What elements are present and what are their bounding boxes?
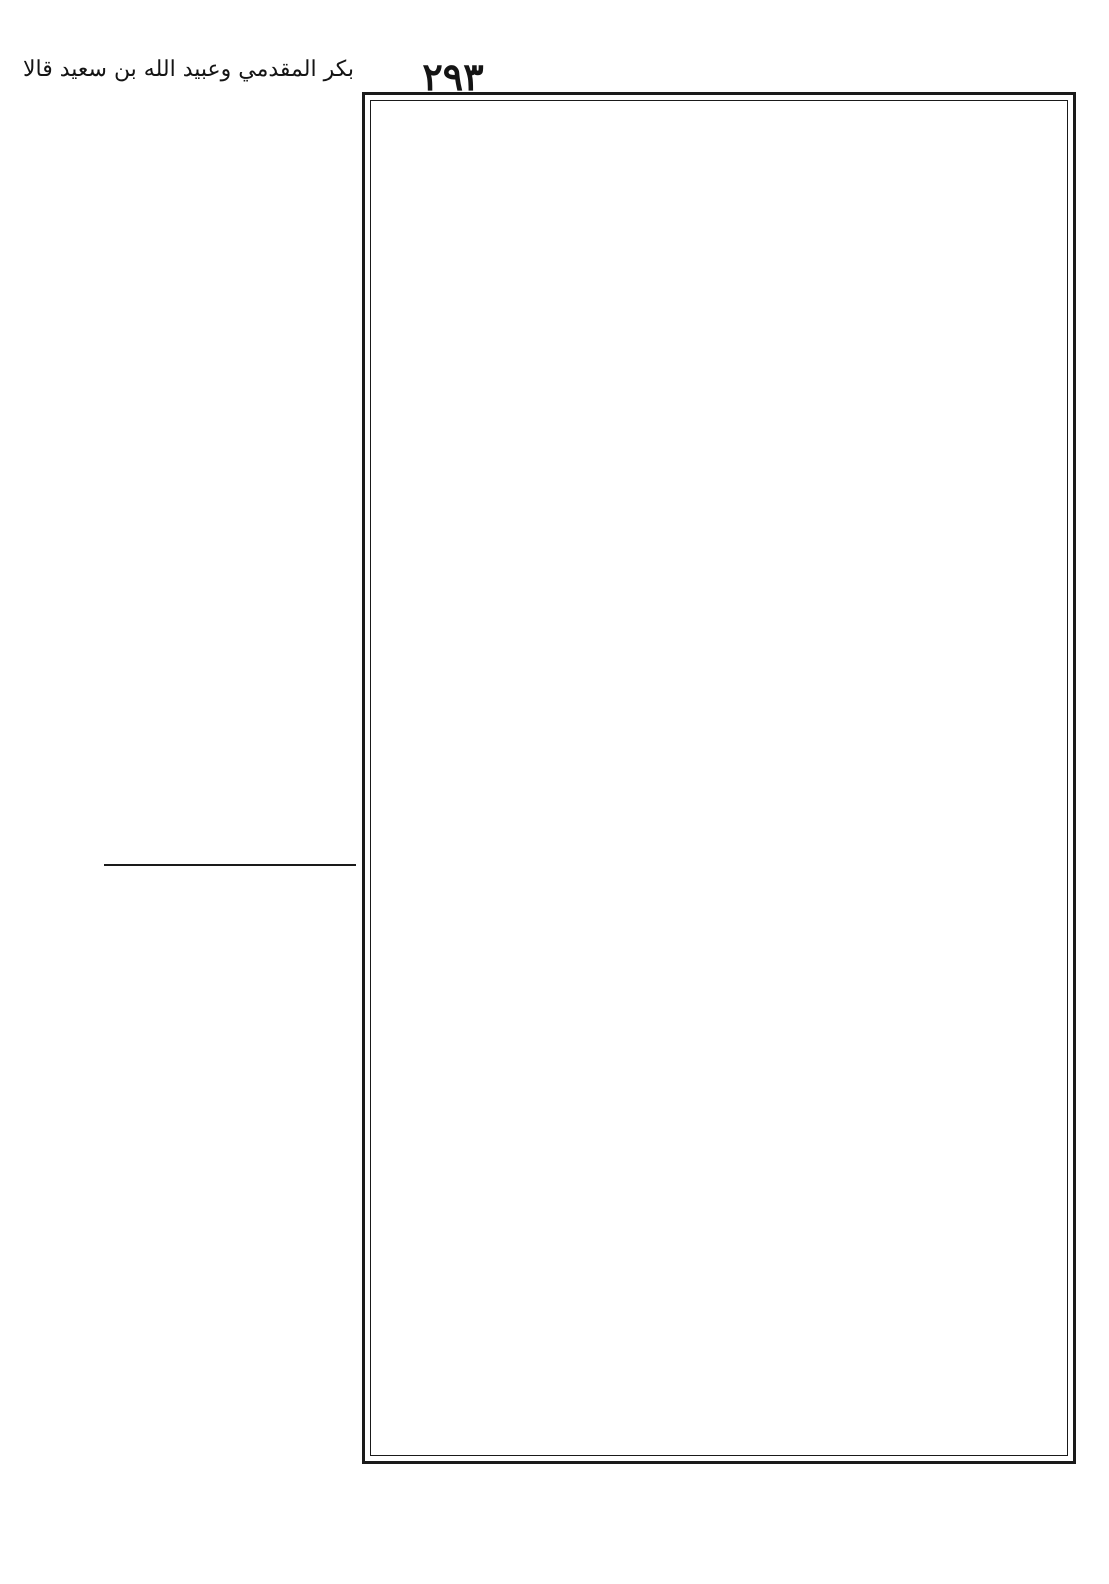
margin-lower-line xyxy=(104,1292,356,1322)
main-text-line xyxy=(383,539,1055,570)
margin-upper-line xyxy=(104,448,356,480)
main-text-line xyxy=(383,692,1055,723)
margin-lower-line xyxy=(104,1172,356,1202)
main-text-line xyxy=(383,203,1055,234)
main-text-line xyxy=(383,845,1055,876)
margin-footer-line xyxy=(104,1508,356,1548)
margin-upper-line xyxy=(104,163,356,195)
margin-upper-line xyxy=(104,226,356,258)
main-text-line xyxy=(383,968,1055,999)
main-text-line xyxy=(383,784,1055,815)
main-text-line xyxy=(383,570,1055,601)
main-text-line xyxy=(383,111,1055,142)
margin-lower-line xyxy=(104,1322,356,1352)
main-text-line xyxy=(383,417,1055,448)
main-text-line xyxy=(383,142,1055,173)
main-text-line xyxy=(383,478,1055,509)
margin-lower-line xyxy=(104,1352,356,1382)
main-text-line xyxy=(383,906,1055,937)
main-text-line xyxy=(383,264,1055,295)
margin-lower-line xyxy=(104,902,356,932)
main-text-line xyxy=(383,172,1055,203)
margin-lower-line xyxy=(104,1112,356,1142)
main-text-line xyxy=(383,1090,1055,1121)
main-text-line xyxy=(383,1427,1055,1451)
margin-lower-line xyxy=(104,1442,356,1472)
margin-lower-line xyxy=(104,1202,356,1232)
main-text-line xyxy=(383,1335,1055,1366)
main-text-line xyxy=(383,509,1055,540)
margin-commentary-text xyxy=(104,872,356,1572)
main-text-line xyxy=(383,601,1055,632)
main-text-frame xyxy=(370,100,1068,1456)
margin-upper-line xyxy=(104,637,356,669)
margin-lower-line xyxy=(104,1412,356,1442)
margin-upper-line xyxy=(104,511,356,543)
margin-upper-line xyxy=(104,290,356,322)
main-text-line xyxy=(383,1121,1055,1152)
margin-upper-line xyxy=(104,542,356,574)
margin-upper-line xyxy=(104,795,356,827)
margin-upper-line xyxy=(104,606,356,638)
margin-upper-line xyxy=(104,763,356,795)
main-text-line xyxy=(383,815,1055,846)
margin-upper-line xyxy=(104,669,356,701)
margin-lower-line xyxy=(104,1082,356,1112)
main-text-line xyxy=(383,233,1055,264)
main-text-line xyxy=(383,325,1055,356)
margin-upper-line xyxy=(104,416,356,448)
main-text-line xyxy=(383,1059,1055,1090)
margin-upper-line xyxy=(104,827,356,856)
main-commentary-text xyxy=(383,111,1055,1451)
main-text-line xyxy=(383,876,1055,907)
running-head xyxy=(0,0,1109,100)
main-text-line xyxy=(383,1365,1055,1396)
main-text-line xyxy=(383,1274,1055,1305)
margin-lower-line xyxy=(104,932,356,962)
margin-column xyxy=(104,100,356,1556)
margin-upper-line xyxy=(104,479,356,511)
margin-lower-line xyxy=(104,1232,356,1262)
main-text-line xyxy=(383,1304,1055,1335)
main-text-line xyxy=(383,356,1055,387)
margin-lower-line xyxy=(104,962,356,992)
margin-upper-line xyxy=(104,732,356,764)
margin-divider xyxy=(104,864,356,866)
margin-upper-line xyxy=(104,321,356,353)
margin-upper-line xyxy=(104,353,356,385)
margin-head-line: بكر المقدمي وعبيد الله بن سعيد قالا xyxy=(22,57,354,82)
margin-lower-line xyxy=(104,1052,356,1082)
margin-hadith-text xyxy=(104,100,356,856)
margin-lower-line xyxy=(104,992,356,1022)
main-text-line xyxy=(383,662,1055,693)
margin-lower-line xyxy=(104,1382,356,1412)
margin-lower-line xyxy=(104,872,356,902)
margin-lower-line xyxy=(104,1022,356,1052)
main-text-line xyxy=(383,386,1055,417)
margin-upper-line xyxy=(104,100,356,132)
main-text-line xyxy=(383,1396,1055,1427)
margin-upper-line xyxy=(104,132,356,164)
main-text-line xyxy=(383,448,1055,479)
main-text-line xyxy=(383,1212,1055,1243)
margin-upper-line xyxy=(104,195,356,227)
margin-lower-line xyxy=(104,1262,356,1292)
main-text-line xyxy=(383,1182,1055,1213)
page-number: ٢٩٣ xyxy=(422,54,484,99)
main-text-line xyxy=(383,1151,1055,1182)
margin-upper-line xyxy=(104,384,356,416)
margin-lower-line xyxy=(104,1142,356,1172)
main-text-line xyxy=(383,295,1055,326)
main-text-line xyxy=(383,937,1055,968)
main-text-line xyxy=(383,998,1055,1029)
main-text-line xyxy=(383,723,1055,754)
catchword xyxy=(362,1490,1076,1530)
margin-upper-line xyxy=(104,258,356,290)
main-text-line xyxy=(383,753,1055,784)
main-text-line xyxy=(383,1029,1055,1060)
main-text-line xyxy=(383,1243,1055,1274)
margin-upper-line xyxy=(104,574,356,606)
main-text-line xyxy=(383,631,1055,662)
margin-upper-line xyxy=(104,700,356,732)
margin-lower-line xyxy=(104,1472,356,1502)
